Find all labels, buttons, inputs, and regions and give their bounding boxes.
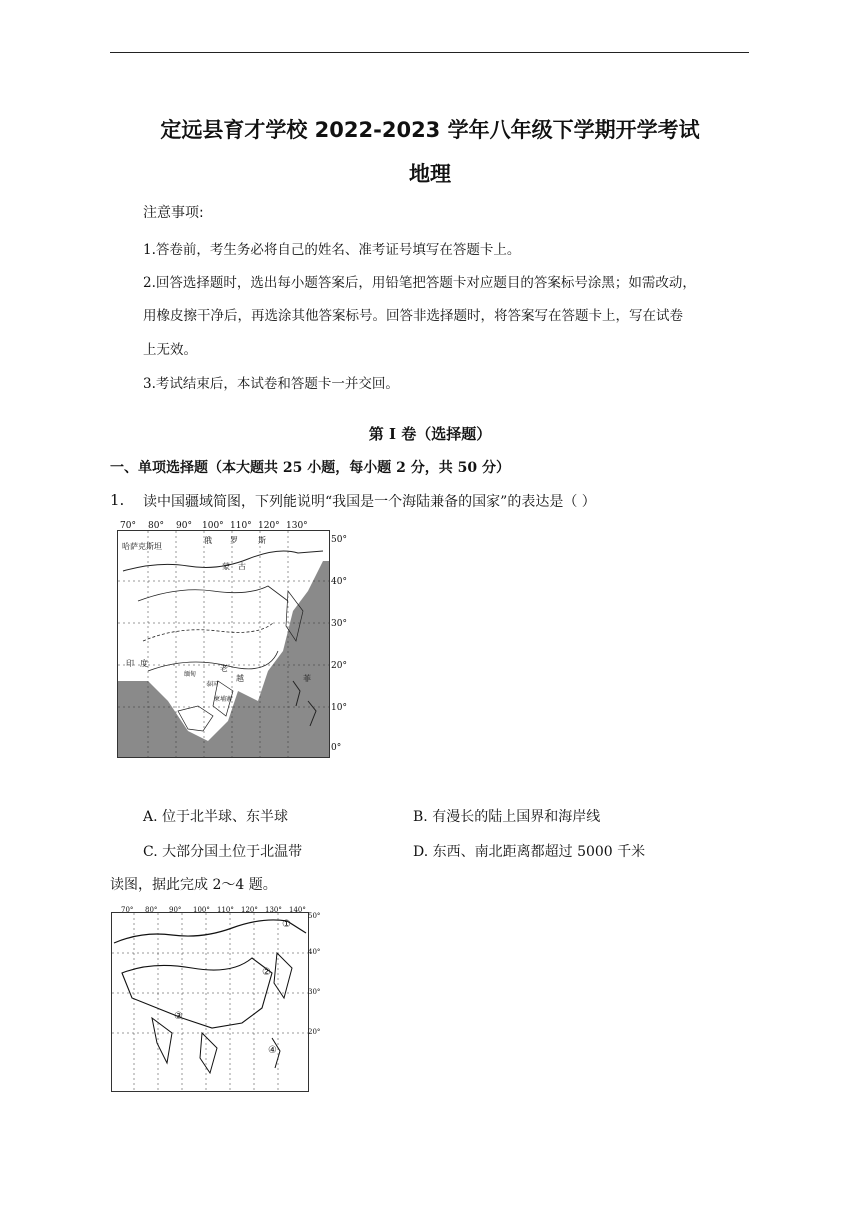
- map2-mark: ④: [268, 1045, 277, 1056]
- map1-label: 罗: [230, 536, 238, 545]
- map1-label: 缅甸: [184, 671, 197, 678]
- lon-label: 80°: [148, 521, 164, 531]
- option-a[interactable]: [143, 806, 288, 826]
- map1-label: 越: [236, 674, 244, 683]
- map2-mark: ②: [262, 967, 271, 978]
- map1-label: 蒙: [222, 562, 230, 571]
- subject-title: 地理: [409, 162, 451, 186]
- notice-line-1: 1.答卷前，考生务必将自己的姓名、准考证号填写在答题卡上。: [143, 242, 521, 258]
- lat-label: 30°: [308, 988, 321, 996]
- option-letter: C.: [143, 844, 158, 860]
- lat-label: 0°: [331, 743, 342, 753]
- lat-label: 20°: [331, 661, 347, 671]
- map2-mark: ①: [282, 919, 291, 930]
- lon-label: 100°: [202, 521, 224, 531]
- map1-label: 柬埔寨: [214, 696, 233, 703]
- notice-line-2c: 上无效。: [143, 342, 197, 358]
- lat-label: 40°: [331, 577, 347, 587]
- asia-outline-map: [111, 912, 309, 1092]
- map1-label: 古: [238, 562, 246, 571]
- lat-label: 50°: [308, 912, 321, 920]
- option-text: 位于北半球、东半球: [162, 809, 289, 825]
- option-letter: B.: [413, 809, 428, 825]
- option-text: 有漫长的陆上国界和海岸线: [432, 809, 601, 825]
- read-instruction: 读图，据此完成 2～4 题。: [110, 877, 277, 893]
- lat-label: 10°: [331, 703, 347, 713]
- header-rule: [110, 52, 749, 53]
- lon-label: 70°: [120, 521, 136, 531]
- question-number: 1.: [110, 491, 125, 509]
- section-title: 第 I 卷（选择题）: [368, 425, 492, 443]
- lat-label: 50°: [331, 535, 347, 545]
- lon-label: 130°: [286, 521, 308, 531]
- china-territory-map: [117, 530, 330, 758]
- lon-label: 100°: [193, 906, 210, 914]
- lon-label: 130°: [265, 906, 282, 914]
- lat-label: 20°: [308, 1028, 321, 1036]
- map1-label: 泰国: [206, 681, 219, 688]
- lon-label: 80°: [145, 906, 158, 914]
- map1-label: 菲: [303, 674, 311, 683]
- option-letter: A.: [143, 809, 158, 825]
- lon-label: 110°: [230, 521, 252, 531]
- map1-label: 老: [220, 664, 228, 673]
- option-d[interactable]: [413, 841, 645, 861]
- lon-label: 140°: [289, 906, 306, 914]
- lat-label: 40°: [308, 948, 321, 956]
- map1-label: 印: [126, 659, 134, 668]
- notice-line-2a: 2.回答选择题时，选出每小题答案后，用铅笔把答题卡对应题目的答案标号涂黑；如需改动，: [143, 275, 696, 291]
- map1-label: 度: [140, 659, 148, 668]
- lon-label: 120°: [258, 521, 280, 531]
- notice-line-3: 3.考试结束后，本试卷和答题卡一并交回。: [143, 376, 399, 392]
- option-b[interactable]: [413, 806, 600, 826]
- map1-label: 哈萨克斯坦: [122, 542, 162, 551]
- lon-label: 70°: [121, 906, 134, 914]
- lon-label: 90°: [176, 521, 192, 531]
- lon-label: 120°: [241, 906, 258, 914]
- option-text: 大部分国土位于北温带: [162, 844, 303, 860]
- option-letter: D.: [413, 844, 429, 860]
- map1-label: 俄: [204, 536, 212, 545]
- lat-label: 30°: [331, 619, 347, 629]
- option-text: 东西、南北距离都超过 5000 千米: [432, 844, 646, 860]
- question-text: 读中国疆域简图，下列能说明“我国是一个海陆兼备的国家”的表达是（ ）: [143, 494, 596, 510]
- lon-label: 90°: [169, 906, 182, 914]
- lon-label: 110°: [217, 906, 234, 914]
- map1-label: 斯: [258, 536, 266, 545]
- notice-heading: 注意事项:: [143, 205, 204, 221]
- exam-title: 定远县育才学校 2022-2023 学年八年级下学期开学考试: [160, 118, 700, 142]
- map2-mark: ③: [174, 1011, 183, 1022]
- notice-line-2b: 用橡皮擦干净后，再选涂其他答案标号。回答非选择题时，将答案写在答题卡上，写在试卷: [143, 308, 683, 324]
- part-heading: 一、单项选择题（本大题共 25 小题，每小题 2 分，共 50 分）: [110, 460, 510, 476]
- option-c[interactable]: [143, 841, 302, 861]
